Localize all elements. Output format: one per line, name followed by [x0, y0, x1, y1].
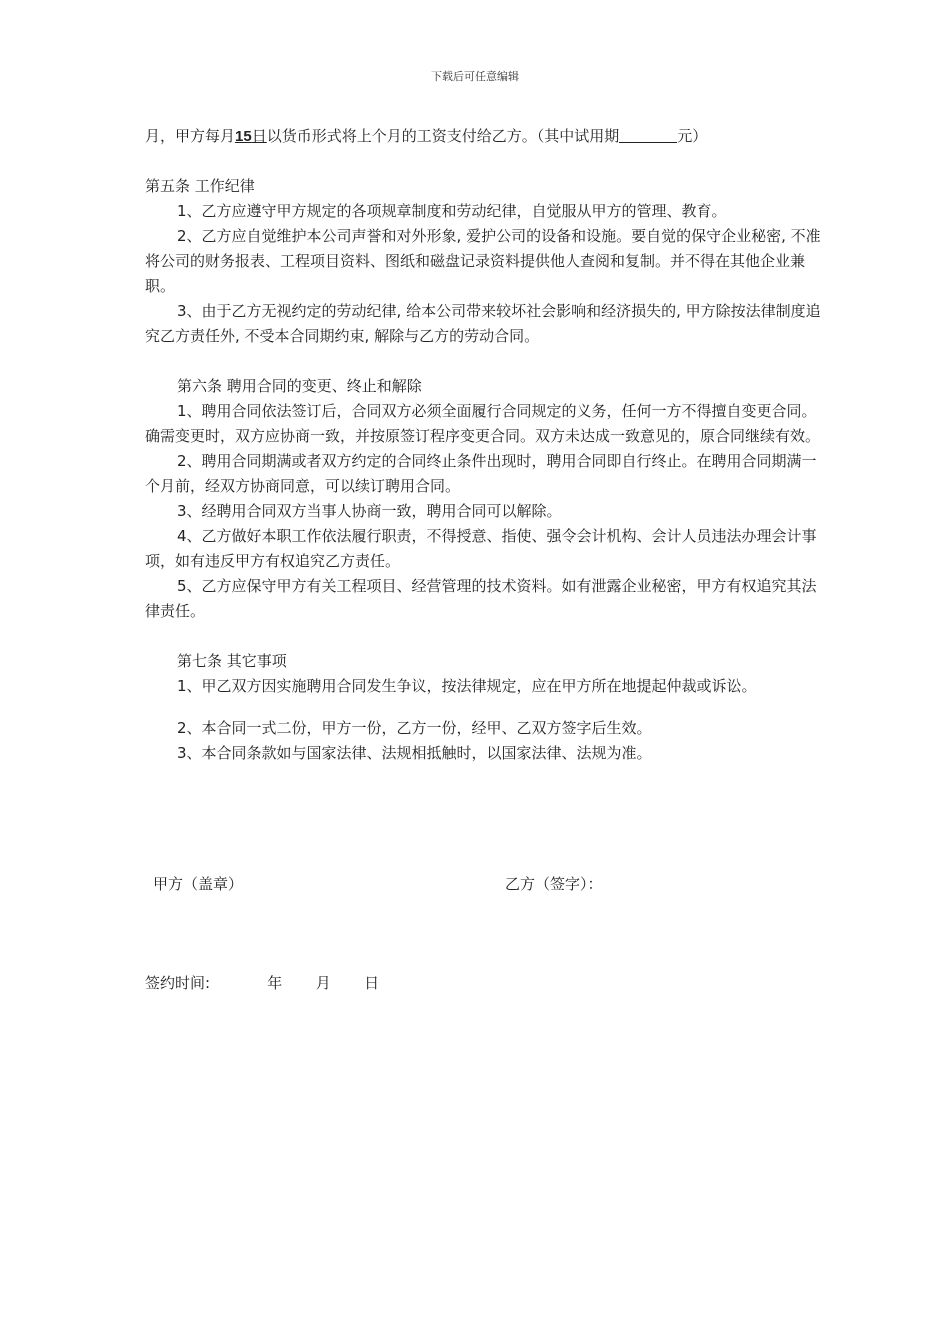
party-b-signature-label: 乙方（签字）：: [505, 875, 603, 893]
date-day: 日: [364, 974, 380, 992]
salary-text-pre: 月，甲方每月: [145, 127, 236, 145]
pay-day-unit: 日: [251, 127, 267, 145]
article-6-item: 4、乙方做好本职工作依法履行职责，不得授意、指使、强令会计机构、会计人员违法办理会计事项，如有违反甲方有权追究乙方责任。: [145, 527, 817, 570]
article-7-title: 第七条 其它事项: [177, 652, 287, 670]
signing-date-row: [145, 972, 379, 993]
pay-day: [235, 127, 267, 145]
article-5-title: 第五条 工作纪律: [145, 177, 255, 195]
date-year: 年: [267, 974, 283, 992]
page-header: 下载后可任意编辑: [431, 70, 519, 83]
article-7-item: 3、本合同条款如与国家法律、法规相抵触时，以国家法律、法规为准。: [177, 744, 652, 762]
probation-amount-blank: [619, 126, 677, 143]
article-6-item: 1、聘用合同依法签订后，合同双方必须全面履行合同规定的义务，任何一方不得擅自变更合同。确需变更时，双方应协商一致，并按原签订程序变更合同。双方未达成一致意见的，原合同继续有效。: [145, 402, 821, 445]
contract-body: [145, 124, 821, 766]
party-a-seal-label: 甲方（盖章）: [153, 875, 244, 893]
article-6-title: 第六条 聘用合同的变更、终止和解除: [177, 377, 422, 395]
salary-text-mid: 以货币形式将上个月的工资支付给乙方。（其中试用期: [266, 127, 620, 145]
signing-date-label: 签约时间:: [145, 974, 211, 992]
salary-line: [145, 124, 821, 149]
article-5-item: 2、乙方应自觉维护本公司声誉和对外形象, 爱护公司的设备和设施。要自觉的保守企业秘密, 不准将公司的财务报表、工程项目资料、图纸和磁盘记录资料提供他人查阅和复制。并不得在其他企业兼职。: [145, 227, 821, 295]
pay-day-number: 15: [235, 128, 252, 145]
article-5-item: 3、由于乙方无视约定的劳动纪律, 给本公司带来较坏社会影响和经济损失的, 甲方除按法律制度追究乙方责任外, 不受本合同期约束, 解除与乙方的劳动合同。: [145, 302, 821, 345]
article-7-item: 1、甲乙双方因实施聘用合同发生争议，按法律规定，应在甲方所在地提起仲裁或诉讼。: [177, 677, 757, 695]
salary-text-post: 元）: [677, 127, 708, 145]
article-6-item: 5、乙方应保守甲方有关工程项目、经营管理的技术资料。如有泄露企业秘密，甲方有权追究其法律责任。: [145, 577, 817, 620]
article-6-item: 2、聘用合同期满或者双方约定的合同终止条件出现时，聘用合同即自行终止。在聘用合同期满一个月前，经双方协商同意，可以续订聘用合同。: [145, 452, 817, 495]
date-month: 月: [315, 974, 331, 992]
article-5-item: 1、乙方应遵守甲方规定的各项规章制度和劳动纪律，自觉服从甲方的管理、教育。: [177, 202, 727, 220]
article-7-item: 2、本合同一式二份，甲方一份，乙方一份，经甲、乙双方签字后生效。: [177, 719, 652, 737]
article-6-item: 3、经聘用合同双方当事人协商一致，聘用合同可以解除。: [177, 502, 562, 520]
